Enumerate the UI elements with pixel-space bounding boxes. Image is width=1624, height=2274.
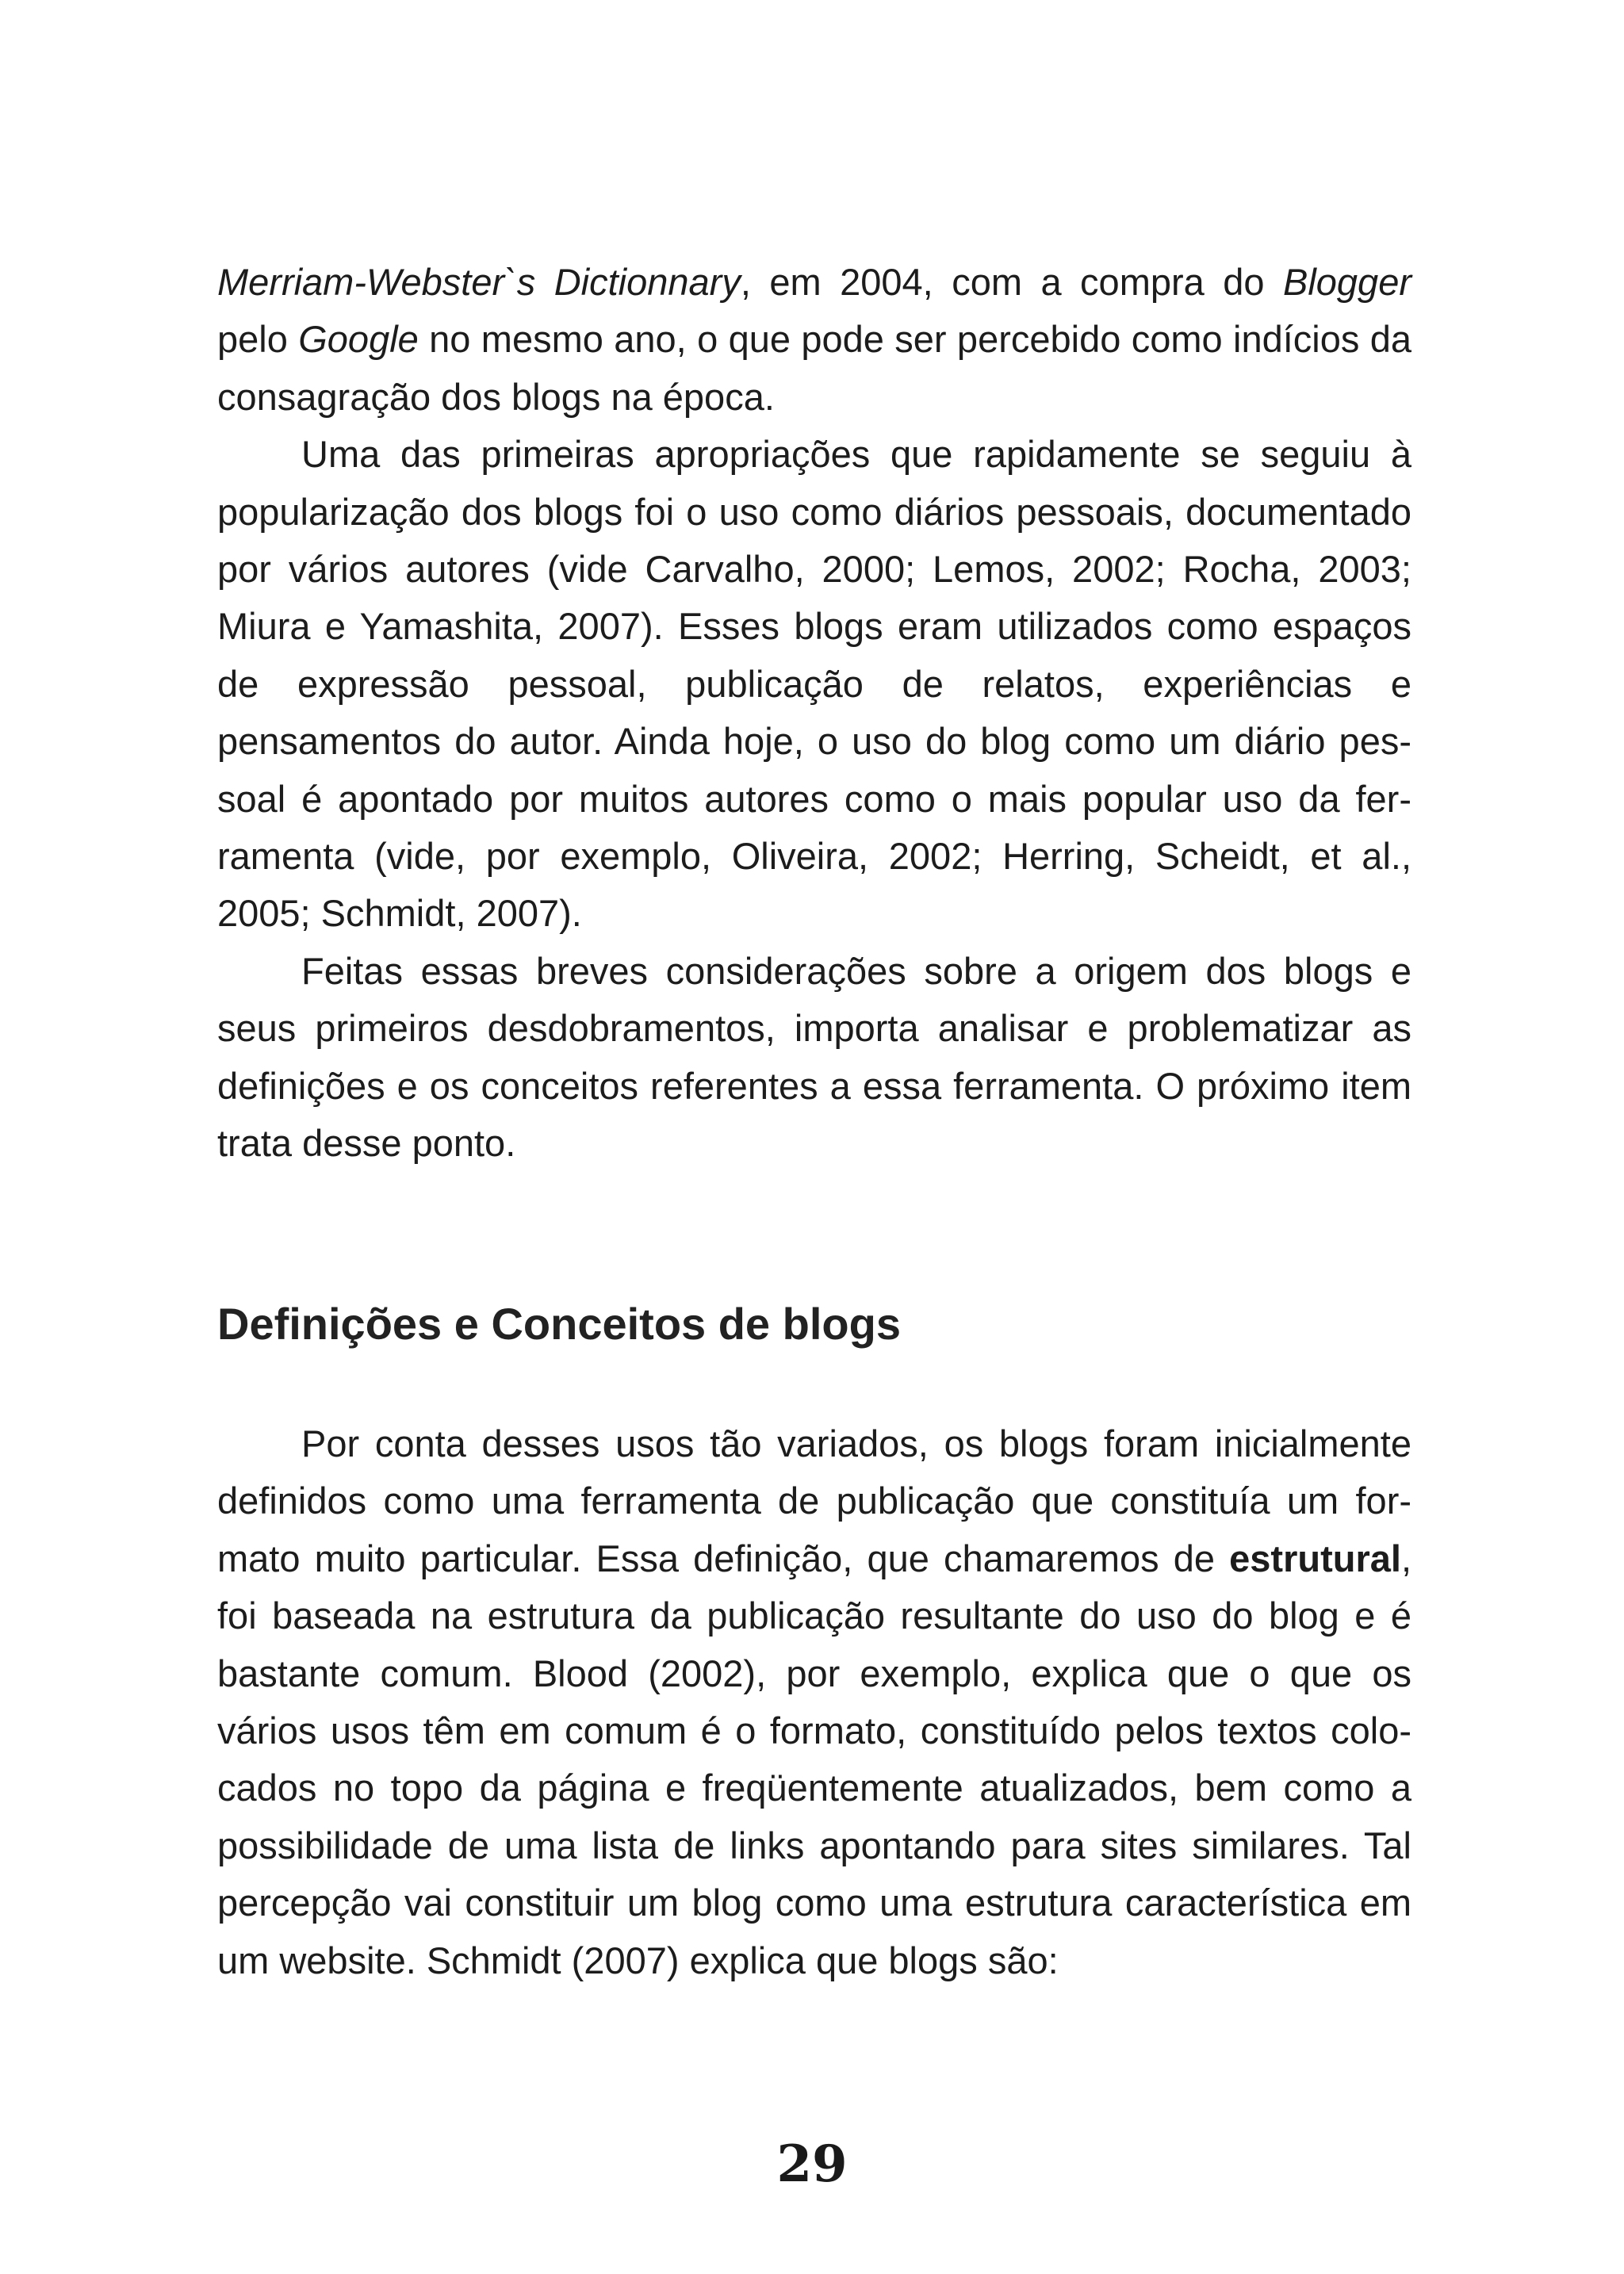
- section-heading: Definições e Conceitos de blogs: [217, 1299, 901, 1349]
- text-run: , em 2004, com a compra do: [740, 261, 1283, 303]
- text-run: no mesmo ano, o que pode ser percebido como indícios da consagração dos blogs na época.: [217, 318, 1412, 418]
- body-text-bottom: [217, 1415, 1411, 1989]
- paragraph: [217, 254, 1411, 426]
- page-number: 29: [776, 2134, 848, 2194]
- paragraph: [217, 1415, 1411, 1989]
- text-run: Por conta desses usos tão variados, os blogs foram inicialmente definidos como uma ferramenta de publicação que constituía um formato muito particular. Essa definição, que chamaremos de: [217, 1422, 1411, 1579]
- italic-run: Blogger: [1282, 261, 1411, 303]
- paragraph: [217, 426, 1411, 943]
- text-run: Feitas essas breves considerações sobre a origem dos blogs e seus primeiros desdobramentos, importa analisar e problematizar as definições e os conceitos referentes a essa ferramenta. O próximo item trata desse ponto.: [217, 949, 1411, 1165]
- italic-run: Merriam-Webster`s Dictionnary: [217, 261, 741, 303]
- text-run: , foi baseada na estrutura da publicação resultante do uso do blog e é bastante comum. Blood (2002), por exemplo, explica que o que os vários usos têm em comum é o formato, constituído pelos textos colocados no topo da página e freqüentemente atualizados, bem como a possibilidade de uma lista de links apontando para sites similares. Tal percepção vai constituir um blog como uma estrutura característica em um website. Schmidt (2007) explica que blogs são:: [217, 1537, 1411, 1981]
- paragraph: [217, 943, 1411, 1173]
- text-run: pelo: [217, 318, 299, 361]
- italic-run: Google: [298, 318, 419, 361]
- bold-run: estrutural: [1229, 1537, 1401, 1579]
- body-text-top: [217, 254, 1411, 1173]
- text-run: Uma das primeiras apropriações que rapidamente se seguiu à popularização dos blogs foi o uso como diários pessoais, documentado por vários autores (vide Carvalho, 2000; Lemos, 2002; Rocha, 2003; Miura e Yamashita, 2007). Esses blogs eram utilizados como espaços de expressão pessoal, publicação de relatos, experiências e pensamentos do autor. Ainda hoje, o uso do blog como um diário pessoal é apontado por muitos autores como o mais popular uso da ferramenta (vide, por exemplo, Oliveira, 2002; Herring, Scheidt, et al., 2005; Schmidt, 2007).: [217, 433, 1411, 935]
